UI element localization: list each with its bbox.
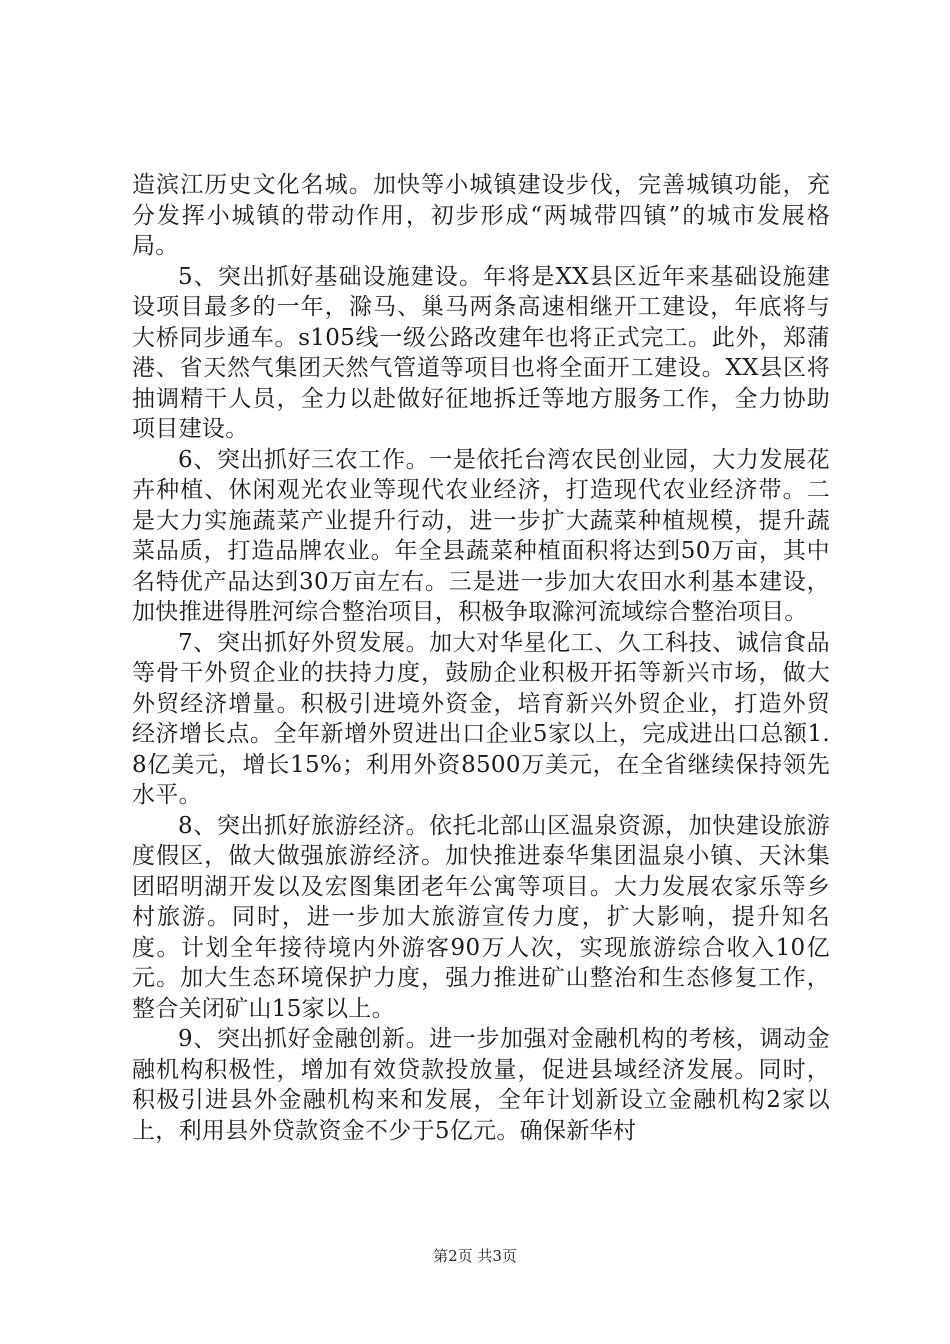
paragraph-urban-development: 造滨江历史文化名城。加快等小城镇建设步伐，完善城镇功能，充分发挥小城镇的带动作用，初步形成“两城带四镇”的城市发展格局。: [132, 172, 830, 259]
paragraph-foreign-trade: 7、突出抓好外贸发展。加大对华星化工、久工科技、诚信食品等骨干外贸企业的扶持力度，鼓励企业积极开拓等新兴市场，做大外贸经济增量。积极引进境外资金，培育新兴外贸企业，打造外贸经济增长点。全年新增外贸进出口企业5家以上，完成进出口总额1.8亿美元，增长15%；利用外资8500万美元，在全省继续保持领先水平。: [132, 629, 830, 808]
document-body: [132, 170, 830, 1146]
page-footer: [0, 1246, 950, 1266]
paragraph-agriculture: 6、突出抓好三农工作。一是依托台湾农民创业园，大力发展花卉种植、休闲观光农业等现代农业经济，打造现代农业经济带。二是大力实施蔬菜产业提升行动，进一步扩大蔬菜种植规模，提升蔬菜品质，打造品牌农业。年全县蔬菜种植面积将达到50万亩，其中名特优产品达到30万亩左右。三是进一步加大农田水利基本建设，加快推进得胜河综合整治项目，积极争取滁河流域综合整治项目。: [132, 446, 830, 625]
page-number: 第2页 共3页: [433, 1247, 517, 1265]
paragraph-finance: 9、突出抓好金融创新。进一步加强对金融机构的考核，调动金融机构积极性，增加有效贷款投放量，促进县域经济发展。同时，积极引进县外金融机构来和发展，全年计划新设立金融机构2家以上，利用县外贷款资金不少于5亿元。确保新华村: [132, 1026, 830, 1144]
paragraph-infrastructure: 5、突出抓好基础设施建设。年将是XX县区近年来基础设施建设项目最多的一年，滁马、巢马两条高速相继开工建设，年底将与大桥同步通车。s105线一级公路改建年也将正式完工。此外，郑蒲港、省天然气集团天然气管道等项目也将全面开工建设。XX县区将抽调精干人员，全力以赴做好征地拆迁等地方服务工作，全力协助项目建设。: [132, 263, 830, 442]
paragraph-tourism: 8、突出抓好旅游经济。依托北部山区温泉资源，加快建设旅游度假区，做大做强旅游经济。加快推进泰华集团温泉小镇、天沐集团昭明湖开发以及宏图集团老年公寓等项目。大力发展农家乐等乡村旅游。同时，进一步加大旅游宣传力度，扩大影响，提升知名度。计划全年接待境内外游客90万人次，实现旅游综合收入10亿元。加大生态环境保护力度，强力推进矿山整治和生态修复工作，整合关闭矿山15家以上。: [132, 812, 830, 1022]
